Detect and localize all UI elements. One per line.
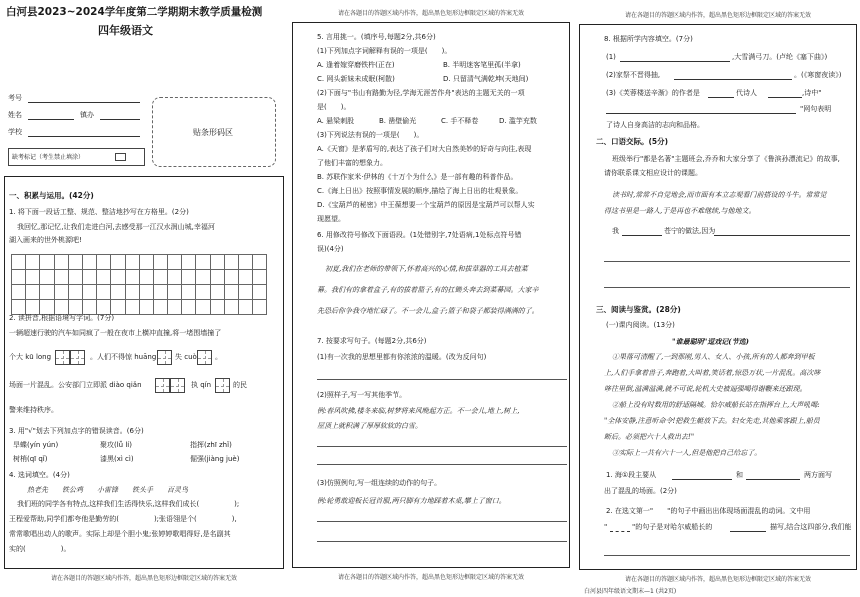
q5-3: (3)下列说法有误的一项是( )。 — [317, 131, 424, 139]
q8-2-blank[interactable] — [674, 79, 792, 80]
q5-2-option-d: D. 滥竽充数 — [499, 117, 537, 125]
q2-answer-box[interactable] — [197, 350, 212, 365]
q8-3-dynasty-blank[interactable] — [708, 97, 734, 98]
q5-3-option-b: B. 苏联作家米·伊林的《十万个为什么》是一部有趣的科普作品。 — [317, 173, 518, 181]
q8-3-poem: ,诗中" — [802, 89, 822, 97]
reading-paragraph-2b: "全体安静,注意听命令!把救生艇放下去。妇女先走,其他乘客跟上,船员 — [604, 417, 820, 425]
school-field[interactable] — [28, 136, 140, 137]
q3-items — [5, 441, 280, 471]
exam-title: 白河县2023~2024学年度第二学期期末教学质量检测 — [6, 6, 263, 18]
question-6-cont: 误)(4分) — [317, 245, 344, 253]
q8-3-start: (3)《芙蓉楼送辛渐》的作者是 — [606, 89, 700, 97]
reading-q1-start: 1. 海①段主要从 — [606, 471, 657, 479]
q2-pinyin-1: 个大 kū long — [9, 353, 52, 361]
reading-q2-line-1: 2. 在选文第一" "的句子中画出出体现场面混乱的动词。文中用 — [606, 507, 811, 515]
reading-paragraph-1b: 上,人们手拿着兽子,奔跑着,大叫着,笑话着,惊恐万状,一片混乱。高次哆 — [604, 369, 821, 377]
q3-item[interactable]: 漆黑(xì cì) — [100, 455, 134, 463]
q5-3-option-a-cont: 了他们丰富的想象力。 — [317, 159, 387, 167]
q5-1-option-a: A. 逢着嫁穿磨铁杵(正在) — [317, 61, 395, 69]
q7-2-answer-line[interactable] — [317, 464, 567, 465]
q2-answer-box[interactable] — [215, 378, 230, 393]
q8-2-start: (2)家祭不晋得抽, — [606, 71, 661, 79]
q5-2-option-c: C. 手不释卷 — [441, 117, 479, 125]
question-5: 5. 言用挑一。(填序号,每题2分,共6分) — [317, 33, 436, 41]
q7-2: (2)照样子,写一写其他季节。 — [317, 391, 407, 399]
question-2: 2. 读拼音,根据语境写字词。(7分) — [9, 314, 115, 322]
q2-pinyin-4: 执 qín — [191, 381, 212, 389]
q2-line-4: 警来维持秩序。 — [9, 406, 58, 414]
page-number: 白河县四年级语文期末—1 (共2页) — [584, 588, 677, 595]
q3-item[interactable]: 指挥(zhī zhǐ) — [190, 441, 232, 449]
reading-paragraph-1c: 哆往里倒,溢满溢满,就不可说,轮机大史被逼强喝得谢鞭来还跟现。 — [604, 385, 807, 393]
oral-fill-blank[interactable] — [622, 235, 662, 236]
question-1: 1. 将下面一段话工整、规范、整洁地抄写在方格里。(2分) — [9, 208, 189, 216]
q4-word-bank: 热老先 铁公鸡 小雷锋 铁头手 百灵鸟 — [27, 486, 188, 494]
q8-3-note: 了诗人自身高洁的志向和品格。 — [606, 121, 704, 129]
oral-fill-reason: 苍宁的做法,因为 — [664, 227, 716, 235]
q8-2-end: 。(《寒窗夜读》) — [794, 71, 842, 79]
reading-q2-answer-line[interactable] — [604, 555, 850, 556]
q2-answer-box[interactable] — [157, 350, 172, 365]
q8-3-line-blank[interactable] — [606, 113, 796, 114]
oral-passage-2: 得这书里是一路人,于是再也不难继续,与他地文。 — [604, 207, 756, 215]
q8-3-poet-blank[interactable] — [768, 97, 802, 98]
q8-3-tail: "网句表明 — [800, 105, 832, 113]
q4-sentence-4: 实的( )。 — [9, 545, 71, 553]
q5-2-option-a: A. 悬梁刺股 — [317, 117, 355, 125]
q5-2: (2)下面与"书山有路勤为径,学海无涯苦作舟"表达的主题无关的一项 — [317, 89, 525, 97]
barcode-label: 贴条形码区 — [193, 128, 233, 137]
q2-tail: 。 — [215, 353, 222, 361]
absent-mark-label: 缺考标记（考生禁止填涂） — [12, 154, 85, 161]
q7-2-example-cont: 屋顶上就积满了厚厚软软的白雪。 — [317, 422, 422, 430]
answer-sheet-page-3 — [574, 0, 860, 597]
answer-sheet-page-1 — [0, 0, 287, 597]
exam-no-label: 考号 — [8, 94, 22, 102]
reading-title: "谁最聪明"逗戏记(节选) — [672, 337, 749, 346]
oral-instruction-2: 请你联系课文相应设计的课题。 — [604, 169, 702, 177]
q7-3-example: 例:轮勇敢迎板长冠首服,两只脚有力地踩着木桌,攀上了窗口。 — [317, 497, 506, 505]
q2-answer-box[interactable] — [55, 350, 70, 365]
q5-3-option-d-cont: 现愿望。 — [317, 215, 345, 223]
q6-passage-2: 幕。我们有的拿着盒子,有的拔着篮子,有的扛锄头奔去到菜幕园。大家辛 — [317, 286, 539, 294]
page-1-footer: 请在各题目的答题区域内作答，超出黑色矩形边框限定区域的答案无效 — [50, 575, 237, 582]
q4-sentence-3: 常常歌唱出动人的歌声。实际上却是个胆小鬼;张婷婷歌唱得好,是名副其 — [9, 530, 231, 538]
q1-passage-line-2: 湖入画来的世外桃源吧! — [9, 236, 82, 244]
q8-1-start: (1) — [606, 53, 616, 61]
q7-2-answer-line[interactable] — [317, 446, 567, 447]
q2-line-3: 场面一片混乱。公安部门立即派 diào qiǎn — [9, 381, 142, 389]
reading-q2-blank[interactable] — [730, 531, 766, 532]
q5-2-cont: 是( )。 — [317, 103, 351, 111]
q3-item[interactable]: 聚攻(lǚ lí) — [100, 441, 132, 449]
q7-3-answer-line[interactable] — [317, 521, 567, 522]
oral-answer-line[interactable] — [604, 287, 850, 288]
page-3-header: 请在各题目的答题区域内作答，超出黑色矩形边框限定区域的答案无效 — [624, 12, 811, 19]
q2-answer-box[interactable] — [70, 350, 85, 365]
reading-q1-blank[interactable] — [746, 479, 800, 480]
q7-3: (3)仿照例句,写一组连续的动作的句子。 — [317, 479, 442, 487]
reading-paragraph-1a: ①果落可清醒了,一到那刚,男人、女人、小孩,所有的人都奔到甲板 — [612, 353, 815, 361]
reading-q1-blank[interactable] — [672, 479, 732, 480]
reading-q1-end: 两方面写 — [804, 471, 832, 479]
exam-no-field[interactable] — [28, 102, 140, 103]
q5-1: (1)下列加点字词解释有误的一项是( )。 — [317, 47, 452, 55]
q5-1-option-c: C. 网头新妹未成眠(柯散) — [317, 75, 395, 83]
town-field[interactable] — [100, 119, 140, 120]
reading-q2-end: 描写,结合这四部分,我们能 — [770, 523, 852, 531]
reading-q1-cont: 出了混乱的场面。(2分) — [604, 487, 677, 495]
answer-frame-3 — [579, 24, 857, 570]
absent-mark-box — [8, 148, 145, 166]
answer-sheet-page-2 — [287, 0, 574, 597]
q3-item[interactable]: 旱蝶(yín yún) — [13, 441, 59, 449]
q4-sentence-2: 王程爱帮助,同学们都夸他是勤劳的( );张语翎是个( ), — [9, 515, 237, 523]
q2-answer-box[interactable] — [170, 378, 185, 393]
oral-instruction-1: 班级举行"都是名著"主题班会,乔乔和大家分享了《鲁滨孙漂流记》的故事, — [612, 155, 840, 163]
town-label: 镇办 — [80, 111, 94, 119]
question-8: 8. 根据所学内容填空。(7分) — [604, 35, 693, 43]
oral-answer-line[interactable] — [714, 235, 850, 236]
q7-3-answer-line[interactable] — [317, 541, 567, 542]
question-4: 4. 选词填空。(4分) — [9, 471, 70, 479]
q3-item[interactable]: 树梢(qī qǐ) — [13, 455, 48, 463]
q8-1-end: ,大雪满弓刀。(卢纶《塞下曲》) — [732, 53, 828, 61]
q5-3-option-c: C.《海上日出》按照事情发展的顺序,描绘了海上日出的壮观景象。 — [317, 187, 523, 195]
q3-item[interactable]: 倔强(jiàng juè) — [190, 455, 240, 463]
school-label: 学校 — [8, 128, 22, 136]
reading-q2-quote: " — [604, 523, 608, 531]
oral-answer-line[interactable] — [604, 261, 850, 262]
reading-q2-sentence: "的句子是对哈尔威船长的 — [632, 523, 713, 531]
q2-pinyin-2: 。人们不得惊 huāng — [90, 353, 157, 361]
reading-q2-wavy — [610, 531, 630, 532]
oral-passage-1: 读书时,常常不自觉地会,而市面有本立志观看门前搭设的斗牛。常常觉 — [612, 191, 827, 199]
q5-2-option-b: B. 凿壁偷光 — [379, 117, 417, 125]
q7-1-answer-line[interactable] — [317, 379, 567, 380]
question-7: 7. 按要求写句子。(每题2分,共6分) — [317, 337, 427, 345]
q2-pinyin-3: 失 cuò — [175, 353, 197, 361]
q7-1: (1)有一次我的思想里都有你浓浓的温暖。(改为反问句) — [317, 353, 487, 361]
absent-checkbox[interactable] — [115, 153, 126, 161]
q2-line-1: 一辆超速行驶的汽车如同疯了一般在夜市上横冲直撞,将一堵围墙撞了 — [9, 329, 222, 337]
reading-paragraph-2c: 断后。必须把六十人救出去!" — [604, 433, 695, 441]
reading-subsection: (一)课内阅读。(13分) — [606, 321, 675, 329]
q5-3-option-d: D.《宝葫芦的秘密》中王葆想要一个宝葫芦的原因是宝葫芦可以帮人实 — [317, 201, 535, 209]
answer-frame-2 — [292, 22, 570, 568]
q1-passage-line-1: 我回忆,那记忆,让我们走进白河,去感受那一江汉水润山城,幸福河 — [17, 223, 215, 231]
oral-fill-start: 我 — [612, 227, 619, 235]
reading-paragraph-2a: ②船上没有时数用的舒适隔城。恰尔威船长站在指挥台上,大声吼喝: — [612, 401, 820, 409]
q8-3-poet: 代诗人 — [736, 89, 757, 97]
reading-paragraph-3: ③实际上一共有六十一人,但是他把自己给忘了。 — [612, 449, 762, 457]
q5-1-option-b: B. 半明迷客笔里孤(半拿) — [443, 61, 521, 69]
q6-passage-1: 初夏,我们在老师的带领下,怀着高兴的心情,和拔草器的工具去植菜 — [325, 265, 528, 273]
section-2-title: 二、口语交际。(5分) — [596, 137, 669, 146]
page-3-footer: 请在各题目的答题区域内作答，超出黑色矩形边框限定区域的答案无效 — [624, 576, 811, 583]
name-field[interactable] — [28, 119, 74, 120]
barcode-area — [152, 97, 276, 167]
q2-answer-box[interactable] — [155, 378, 170, 393]
q7-2-example: 例:春风吹拂,楼冬来临,树梦将来风晚起方正。不一会儿,地上,树上, — [317, 407, 520, 415]
q5-3-option-a: A.《天窗》是茅盾写的,表达了孩子们对大自然美妙的好奇与向往,表现 — [317, 145, 532, 153]
copy-grid[interactable] — [11, 254, 267, 315]
page-2-footer: 请在各题目的答题区域内作答，超出黑色矩形边框限定区域的答案无效 — [337, 574, 524, 581]
q8-1-blank[interactable] — [620, 61, 730, 62]
question-3: 3. 用"√"划去下列加点字的错误读音。(6分) — [9, 427, 144, 435]
name-label: 姓名 — [8, 111, 22, 119]
subject-title: 四年级语文 — [98, 24, 153, 37]
section-1-title: 一、积累与运用。(42分) — [9, 191, 94, 200]
reading-q1-and: 和 — [736, 471, 743, 479]
page-2-header: 请在各题目的答题区域内作答，超出黑色矩形边框限定区域的答案无效 — [337, 10, 524, 17]
section-3-title: 三、阅读与鉴赏。(28分) — [596, 305, 681, 314]
answer-frame-1 — [4, 176, 284, 569]
q6-passage-3: 先恐后你争我夺地忙碌了。不一会儿,盒子;篮子和袋子都装得满满的了。 — [317, 307, 539, 315]
q2-tail-2: 的民 — [233, 381, 247, 389]
q5-1-option-d: D. 只留清气满乾坤(天地间) — [443, 75, 529, 83]
q4-sentence-1: 我们班的同学各有特点,这样我们生活得快乐,这样我们成长( ); — [17, 500, 240, 508]
question-6: 6. 用修改符号修改下面语段。(1处错别字,7处语病,1处标点符号错 — [317, 231, 522, 239]
